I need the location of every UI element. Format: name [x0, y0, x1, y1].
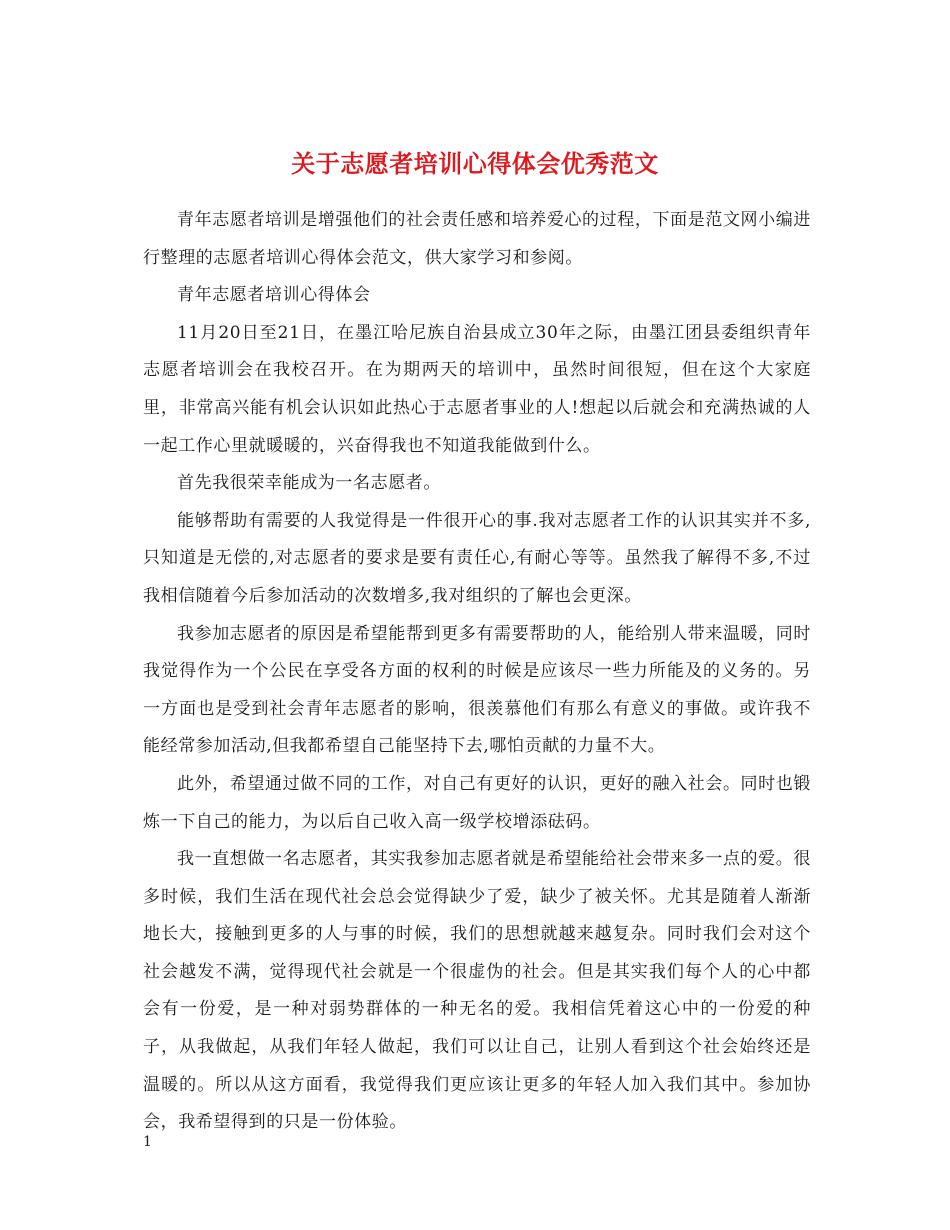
document-body: [143, 202, 811, 1142]
paragraph: 此外，希望通过做不同的工作，对自己有更好的认识，更好的融入社会。同时也锻炼一下自己的能力，为以后自己收入高一级学校增添砝码。: [143, 773, 811, 832]
paragraph: 我参加志愿者的原因是希望能帮到更多有需要帮助的人，能给别人带来温暖，同时我觉得作为一个公民在享受各方面的权利的时候是应该尽一些力所能及的义务的。另一方面也是受到社会青年志愿者的影响，很羡慕他们有那么有意义的事做。或许我不能经常参加活动,但我都希望自己能坚持下去,哪怕贡献的力量不大。: [143, 623, 811, 757]
page-number: 1: [143, 1134, 152, 1150]
document-title: 关于志愿者培训心得体会优秀范文: [291, 149, 659, 179]
paragraph-subheading: 青年志愿者培训心得体会: [177, 285, 371, 306]
paragraph: 11月20日至21日，在墨江哈尼族自治县成立30年之际，由墨江团县委组织青年志愿者培训会在我校召开。在为期两天的培训中，虽然时间很短，但在这个大家庭里，非常高兴能有机会认识如此热心于志愿者事业的人!想起以后就会和充满热诚的人一起工作心里就暖暖的，兴奋得我也不知道我能做到什么。: [143, 322, 811, 456]
paragraph: 首先我很荣幸能成为一名志愿者。: [177, 473, 441, 494]
paragraph: 我一直想做一名志愿者，其实我参加志愿者就是希望能给社会带来多一点的爱。很多时候，我们生活在现代社会总会觉得缺少了爱，缺少了被关怀。尤其是随着人渐渐地长大，接触到更多的人与事的时候，我们的思想就越来越复杂。同时我们会对这个社会越发不满，觉得现代社会就是一个很虚伪的社会。但是其实我们每个人的心中都会有一份爱，是一种对弱势群体的一种无名的爱。我相信凭着这心中的一份爱的种子，从我做起，从我们年轻人做起，我们可以让自己，让别人看到这个社会始终还是温暖的。所以从这方面看，我觉得我们更应该让更多的年轻人加入我们其中。参加协会，我希望得到的只是一份体验。: [143, 849, 811, 1133]
paragraph-intro: 青年志愿者培训是增强他们的社会责任感和培养爱心的过程，下面是范文网小编进行整理的志愿者培训心得体会范文，供大家学习和参阅。: [143, 210, 811, 268]
paragraph: 能够帮助有需要的人我觉得是一件很开心的事.我对志愿者工作的认识其实并不多,只知道是无偿的,对志愿者的要求是要有责任心,有耐心等等。虽然我了解得不多,不过我相信随着今后参加活动的次数增多,我对组织的了解也会更深。: [143, 510, 811, 606]
